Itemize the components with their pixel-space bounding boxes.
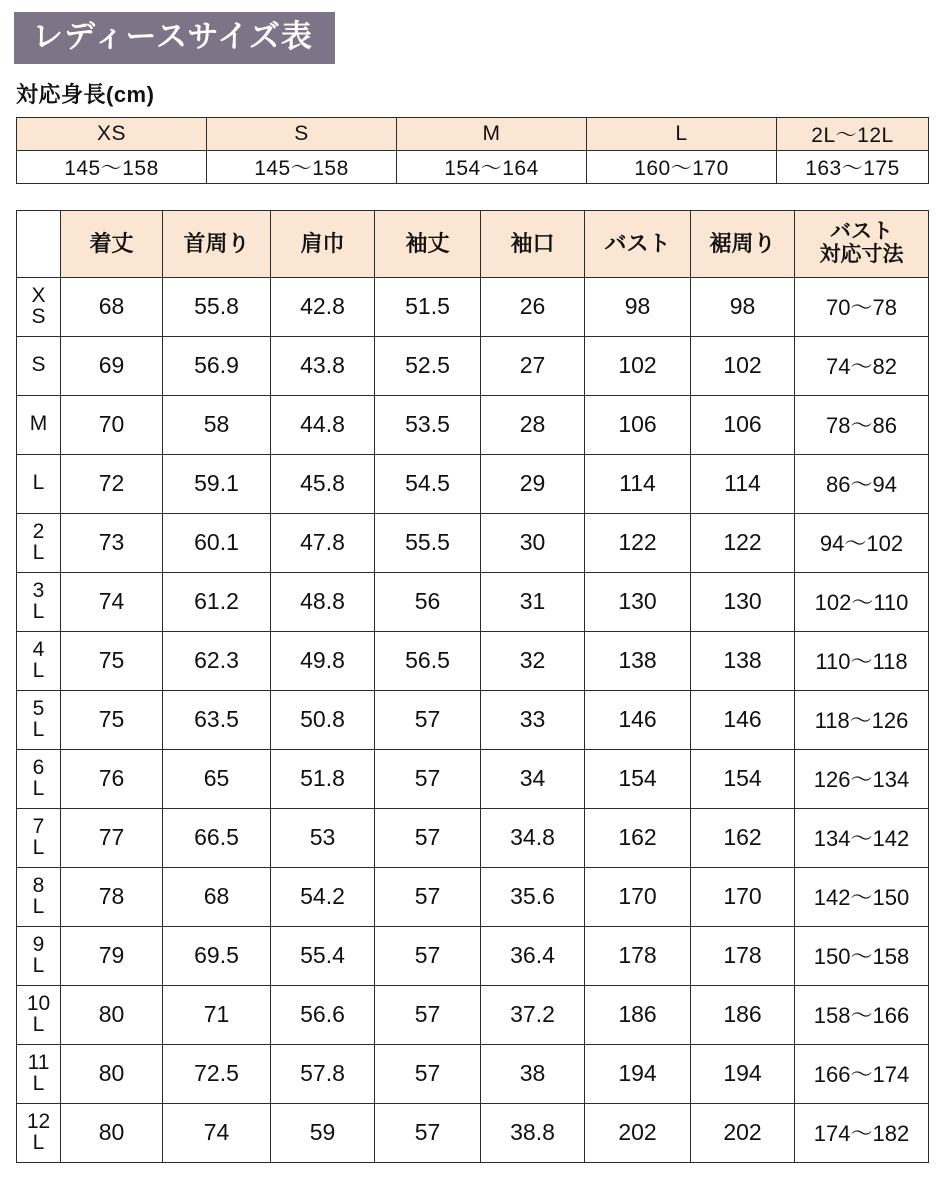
table-cell: 70: [61, 395, 163, 454]
table-cell: 80: [61, 1044, 163, 1103]
table-cell: 36.4: [481, 926, 585, 985]
table-row: [17, 1103, 929, 1162]
table-cell: 57: [375, 690, 481, 749]
table-cell: 74: [163, 1103, 271, 1162]
table-cell: 42.8: [271, 277, 375, 336]
column-header-bust-line2: 対応寸法: [819, 242, 904, 266]
table-cell: 58: [163, 395, 271, 454]
table-cell: 33: [481, 690, 585, 749]
table-cell: 166〜174: [795, 1044, 929, 1103]
row-label-line: 8: [32, 874, 45, 898]
table-row: [17, 336, 929, 395]
table-cell: 56.9: [163, 336, 271, 395]
column-header-bust-line1: バスト: [830, 220, 893, 244]
column-header-kitake: 着丈: [61, 210, 163, 277]
table-cell: 78: [61, 867, 163, 926]
row-label-line: S: [31, 304, 46, 328]
row-label-line: L: [32, 835, 45, 859]
table-cell: 59: [271, 1103, 375, 1162]
row-label-size: [17, 926, 61, 985]
table-cell: 146: [585, 690, 691, 749]
table-cell: 57.8: [271, 1044, 375, 1103]
height-range-l: 160〜170: [587, 150, 777, 183]
table-cell: 76: [61, 749, 163, 808]
table-cell: 54.2: [271, 867, 375, 926]
row-label-line: 2: [32, 520, 45, 544]
table-cell: 106: [691, 395, 795, 454]
table-cell: 98: [691, 277, 795, 336]
table-cell: 78〜86: [795, 395, 929, 454]
table-cell: 59.1: [163, 454, 271, 513]
height-section-heading: 対応身長(cm): [16, 81, 155, 107]
table-cell: 170: [585, 867, 691, 926]
row-label-line: L: [32, 540, 45, 564]
row-label-line: 5: [32, 697, 45, 721]
table-cell: 57: [375, 1103, 481, 1162]
table-row: [17, 749, 929, 808]
table-cell: 194: [585, 1044, 691, 1103]
row-label-size: [17, 631, 61, 690]
table-row: [17, 808, 929, 867]
table-cell: 75: [61, 690, 163, 749]
table-cell: 51.5: [375, 277, 481, 336]
table-cell: 52.5: [375, 336, 481, 395]
table-cell: 126〜134: [795, 749, 929, 808]
table-cell: 170: [691, 867, 795, 926]
row-label-line: L: [32, 953, 45, 977]
table-row: [17, 690, 929, 749]
table-cell: 102: [585, 336, 691, 395]
table-row: [17, 631, 929, 690]
table-cell: 194: [691, 1044, 795, 1103]
table-cell: 186: [585, 985, 691, 1044]
table-cell: 114: [585, 454, 691, 513]
table-cell: 72.5: [163, 1044, 271, 1103]
height-table-value-row: [17, 150, 929, 183]
row-label-size: [17, 867, 61, 926]
row-label-size: [17, 395, 61, 454]
height-size-m: M: [397, 117, 587, 150]
row-label-size: [17, 749, 61, 808]
table-cell: 51.8: [271, 749, 375, 808]
table-cell: 74: [61, 572, 163, 631]
table-cell: 202: [585, 1103, 691, 1162]
table-row: [17, 454, 929, 513]
table-cell: 28: [481, 395, 585, 454]
height-size-2l-12l: 2L〜12L: [777, 117, 929, 150]
table-cell: 37.2: [481, 985, 585, 1044]
row-label-line: 4: [32, 638, 45, 662]
table-cell: 44.8: [271, 395, 375, 454]
table-cell: 26: [481, 277, 585, 336]
row-label-line: 6: [32, 756, 45, 780]
table-cell: 31: [481, 572, 585, 631]
table-cell: 55.5: [375, 513, 481, 572]
row-label-size: [17, 690, 61, 749]
row-label-size: [17, 985, 61, 1044]
height-range-m: 154〜164: [397, 150, 587, 183]
table-cell: 178: [691, 926, 795, 985]
table-cell: 55.4: [271, 926, 375, 985]
page-title: レディースサイズ表: [14, 12, 335, 64]
table-cell: 186: [691, 985, 795, 1044]
table-cell: 65: [163, 749, 271, 808]
column-header-bust: バスト: [585, 210, 691, 277]
row-label-size: [17, 572, 61, 631]
table-cell: 178: [585, 926, 691, 985]
column-header-susomawari: 裾周り: [691, 210, 795, 277]
table-cell: 74〜82: [795, 336, 929, 395]
table-cell: 130: [691, 572, 795, 631]
table-row: [17, 1044, 929, 1103]
table-cell: 35.6: [481, 867, 585, 926]
row-label-line: L: [32, 717, 45, 741]
row-label-line: S: [31, 353, 46, 377]
table-cell: 68: [163, 867, 271, 926]
table-cell: 80: [61, 1103, 163, 1162]
table-row: [17, 926, 929, 985]
column-header-sodeguchi: 袖口: [481, 210, 585, 277]
column-header-kubimawari: 首周り: [163, 210, 271, 277]
table-cell: 32: [481, 631, 585, 690]
table-cell: 86〜94: [795, 454, 929, 513]
row-label-size: [17, 808, 61, 867]
row-label-line: L: [32, 1130, 45, 1154]
row-label-line: L: [32, 658, 45, 682]
table-cell: 27: [481, 336, 585, 395]
table-row: [17, 513, 929, 572]
table-cell: 66.5: [163, 808, 271, 867]
height-size-l: L: [587, 117, 777, 150]
row-label-line: 10: [26, 992, 51, 1016]
table-cell: 106: [585, 395, 691, 454]
table-row: [17, 395, 929, 454]
table-cell: 134〜142: [795, 808, 929, 867]
table-cell: 49.8: [271, 631, 375, 690]
table-cell: 43.8: [271, 336, 375, 395]
table-cell: 154: [691, 749, 795, 808]
table-cell: 69.5: [163, 926, 271, 985]
table-cell: 70〜78: [795, 277, 929, 336]
table-cell: 162: [585, 808, 691, 867]
table-cell: 138: [585, 631, 691, 690]
height-table: [16, 117, 929, 184]
row-label-size: [17, 1103, 61, 1162]
table-cell: 202: [691, 1103, 795, 1162]
table-cell: 57: [375, 985, 481, 1044]
table-cell: 54.5: [375, 454, 481, 513]
table-cell: 94〜102: [795, 513, 929, 572]
table-cell: 150〜158: [795, 926, 929, 985]
row-label-line: L: [32, 599, 45, 623]
table-cell: 57: [375, 867, 481, 926]
measurement-table-corner: [17, 210, 61, 277]
table-cell: 142〜150: [795, 867, 929, 926]
height-size-s: S: [207, 117, 397, 150]
table-cell: 48.8: [271, 572, 375, 631]
table-cell: 45.8: [271, 454, 375, 513]
table-cell: 57: [375, 1044, 481, 1103]
table-cell: 62.3: [163, 631, 271, 690]
row-label-line: 7: [32, 815, 45, 839]
row-label-line: 12: [26, 1110, 51, 1134]
table-cell: 47.8: [271, 513, 375, 572]
measurement-table-body: [17, 277, 929, 1162]
table-cell: 114: [691, 454, 795, 513]
row-label-size: [17, 454, 61, 513]
table-cell: 55.8: [163, 277, 271, 336]
table-row: [17, 867, 929, 926]
section-spacer: [14, 184, 926, 210]
table-cell: 102: [691, 336, 795, 395]
row-label-size: [17, 513, 61, 572]
table-cell: 53.5: [375, 395, 481, 454]
height-size-xs: XS: [17, 117, 207, 150]
table-cell: 53: [271, 808, 375, 867]
height-range-2l-12l: 163〜175: [777, 150, 929, 183]
table-cell: 122: [691, 513, 795, 572]
table-cell: 138: [691, 631, 795, 690]
row-label-line: 9: [32, 933, 45, 957]
table-cell: 69: [61, 336, 163, 395]
column-header-bust-taiou-sunpou: [795, 210, 929, 277]
table-cell: 110〜118: [795, 631, 929, 690]
row-label-size: [17, 1044, 61, 1103]
table-cell: 60.1: [163, 513, 271, 572]
row-label-line: 3: [32, 579, 45, 603]
column-header-katahaba: 肩巾: [271, 210, 375, 277]
row-label-line: 11: [27, 1051, 50, 1075]
table-cell: 102〜110: [795, 572, 929, 631]
table-cell: 57: [375, 926, 481, 985]
row-label-line: L: [32, 894, 45, 918]
row-label-line: L: [32, 776, 45, 800]
row-label-line: M: [29, 412, 48, 436]
table-cell: 61.2: [163, 572, 271, 631]
row-label-line: L: [32, 471, 45, 495]
table-cell: 73: [61, 513, 163, 572]
table-cell: 56.6: [271, 985, 375, 1044]
table-cell: 158〜166: [795, 985, 929, 1044]
table-cell: 57: [375, 749, 481, 808]
table-row: [17, 985, 929, 1044]
table-row: [17, 277, 929, 336]
table-cell: 80: [61, 985, 163, 1044]
table-cell: 174〜182: [795, 1103, 929, 1162]
table-cell: 34.8: [481, 808, 585, 867]
table-cell: 38.8: [481, 1103, 585, 1162]
table-cell: 122: [585, 513, 691, 572]
table-cell: 30: [481, 513, 585, 572]
table-cell: 118〜126: [795, 690, 929, 749]
height-range-s: 145〜158: [207, 150, 397, 183]
table-cell: 77: [61, 808, 163, 867]
table-cell: 79: [61, 926, 163, 985]
measurement-header-row: [17, 210, 929, 277]
column-header-sodetake: 袖丈: [375, 210, 481, 277]
table-cell: 56: [375, 572, 481, 631]
table-cell: 63.5: [163, 690, 271, 749]
table-cell: 38: [481, 1044, 585, 1103]
table-cell: 50.8: [271, 690, 375, 749]
table-cell: 34: [481, 749, 585, 808]
table-cell: 29: [481, 454, 585, 513]
measurement-table: [16, 210, 929, 1163]
row-label-size: [17, 336, 61, 395]
row-label-line: L: [32, 1012, 45, 1036]
table-cell: 75: [61, 631, 163, 690]
table-cell: 130: [585, 572, 691, 631]
table-cell: 71: [163, 985, 271, 1044]
table-cell: 154: [585, 749, 691, 808]
row-label-line: L: [32, 1071, 45, 1095]
table-cell: 146: [691, 690, 795, 749]
height-range-xs: 145〜158: [17, 150, 207, 183]
row-label-line: X: [31, 284, 46, 308]
table-cell: 98: [585, 277, 691, 336]
table-cell: 57: [375, 808, 481, 867]
table-cell: 162: [691, 808, 795, 867]
table-cell: 72: [61, 454, 163, 513]
table-cell: 56.5: [375, 631, 481, 690]
table-row: [17, 572, 929, 631]
row-label-size: [17, 277, 61, 336]
table-cell: 68: [61, 277, 163, 336]
height-table-header-row: [17, 117, 929, 150]
